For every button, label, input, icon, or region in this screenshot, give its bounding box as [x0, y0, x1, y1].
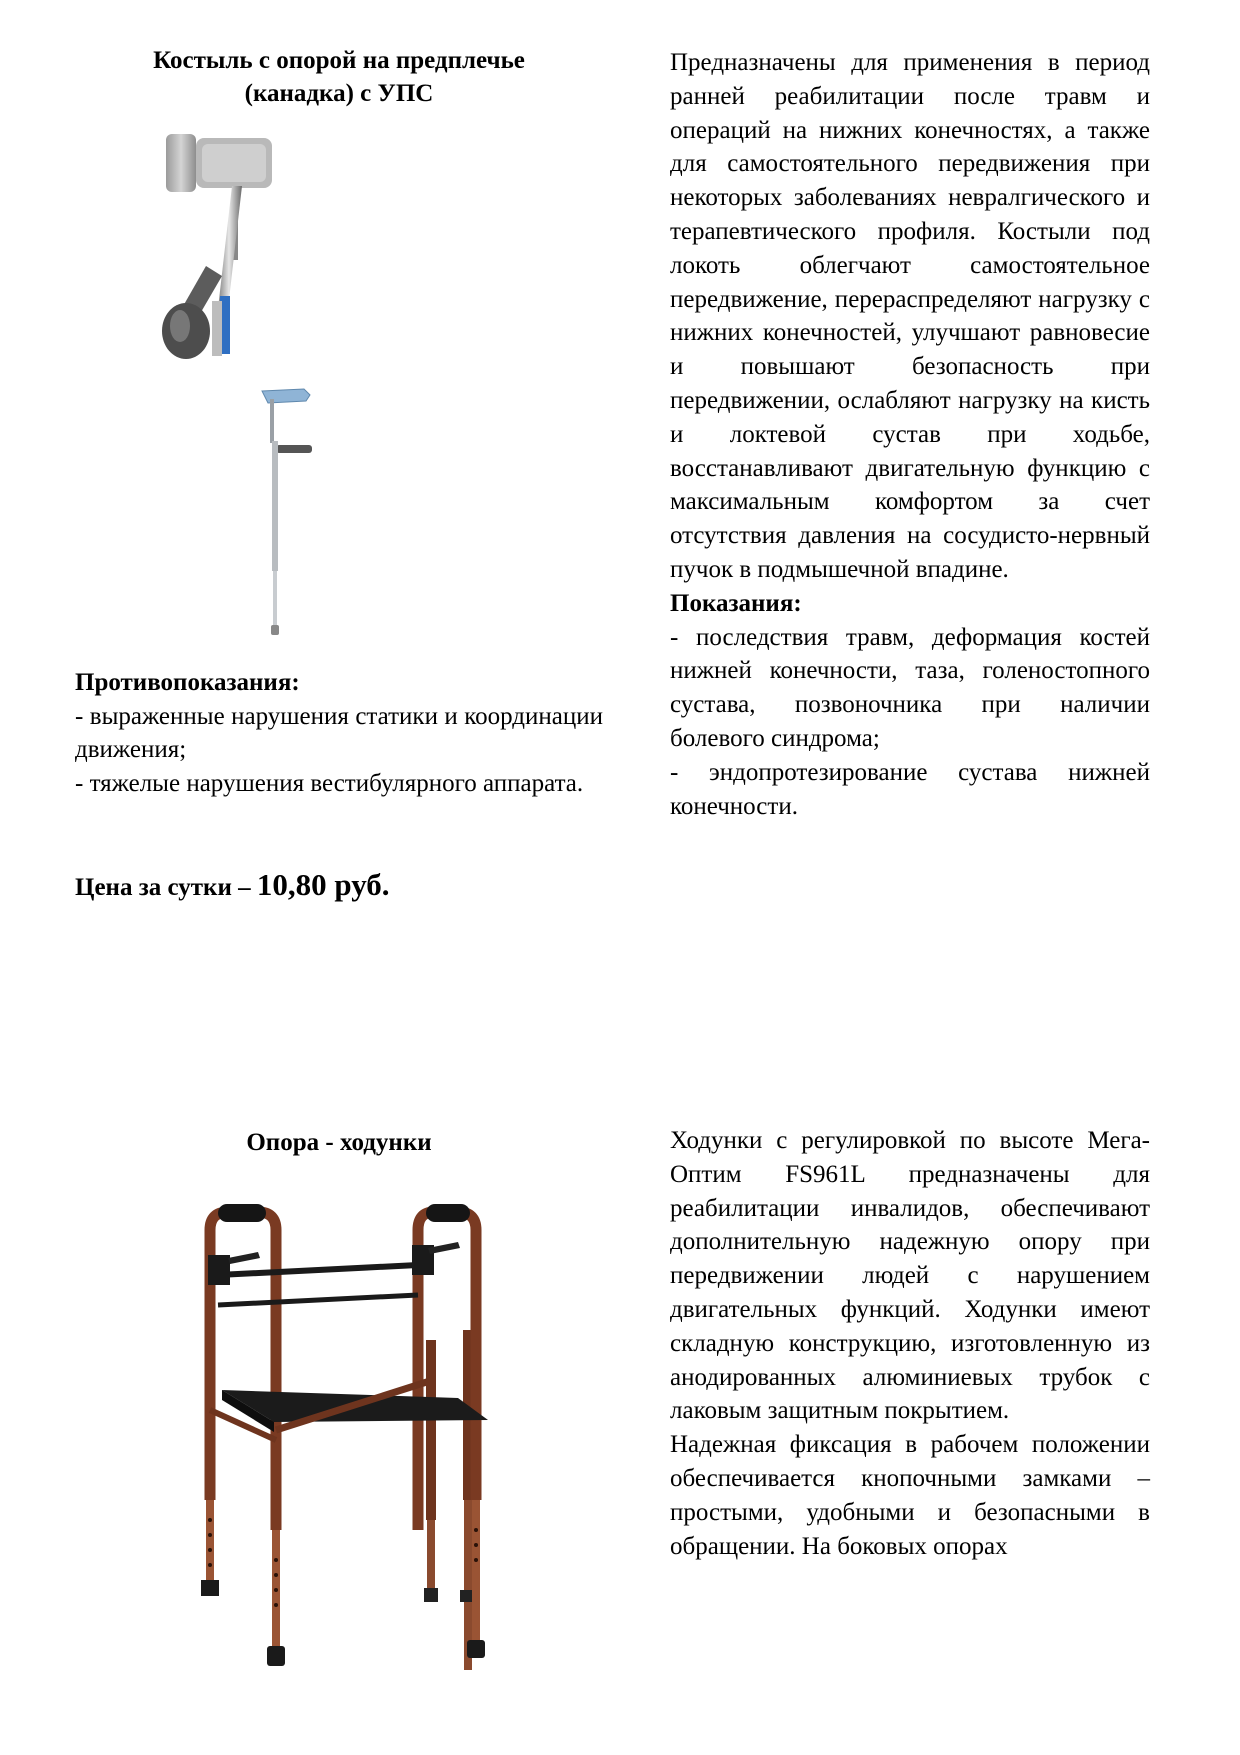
crutch-full-image	[254, 385, 324, 640]
price-value: 10,80 руб.	[256, 867, 390, 902]
crutch-description: Предназначены для применения в период ранней реабилитации после травм и операций на нижних конечностях, а также для самостоятельного передвижения при некоторых заболеваниях невралгического и терапевтического профиля. Костыли под локоть облегчают самостоятельное передвижение, перераспределяют нагрузку с нижних конечностей, улучшают равновесие и повышают безопасность при передвижении, ослабляют нагрузку на кисть и локтевой сустав при ходьбе, восстанавливают двигательную функцию с максимальным комфортом за счет отсутствия давления на сосудисто-нервный пучок в подмышечной впадине.	[670, 49, 1150, 583]
crutch-description-column	[670, 46, 1150, 823]
crutch-title	[75, 44, 603, 110]
crutch-title-line1: Костыль с опорой на предплечье	[153, 47, 525, 74]
contraindications-header: Противопоказания:	[75, 669, 300, 696]
walker-description-column	[670, 1124, 1150, 1563]
price-line	[75, 867, 390, 903]
contraindication-item: - тяжелые нарушения вестибулярного аппарата.	[75, 769, 584, 797]
indication-item: - эндопротезирование сустава нижней конечности.	[670, 758, 1150, 820]
walker-paragraph-2: Надежная фиксация в рабочем положении обеспечивается кнопочными замками – простыми, удобными и безопасными в обращении. На боковых опорах	[670, 1431, 1150, 1560]
walker-paragraph-1: Ходунки с регулировкой по высоте Мега-Оптим FS961L предназначены для реабилитации инвалидов, обеспечивают дополнительную надежную опору при передвижении людей с нарушением двигательных функций. Ходунки имеют складную конструкцию, изготовленную из анодированных алюминиевых трубок с лаковым защитным покрытием.	[670, 1127, 1150, 1425]
walker-title: Опора - ходунки	[246, 1129, 432, 1156]
contraindications-block	[75, 666, 603, 800]
crutch-closeup-image	[146, 126, 286, 366]
contraindication-item: - выраженные нарушения статики и координации движения;	[75, 702, 603, 763]
indication-item: - последствия травм, деформация костей нижней конечности, таза, голеностопного сустава, позвоночника при наличии болевого синдрома;	[670, 623, 1150, 752]
indications-header: Показания:	[670, 589, 802, 617]
price-label: Цена за сутки –	[75, 874, 251, 901]
walker-image	[188, 1200, 548, 1670]
crutch-title-line2: (канадка) с УПС	[244, 80, 434, 107]
